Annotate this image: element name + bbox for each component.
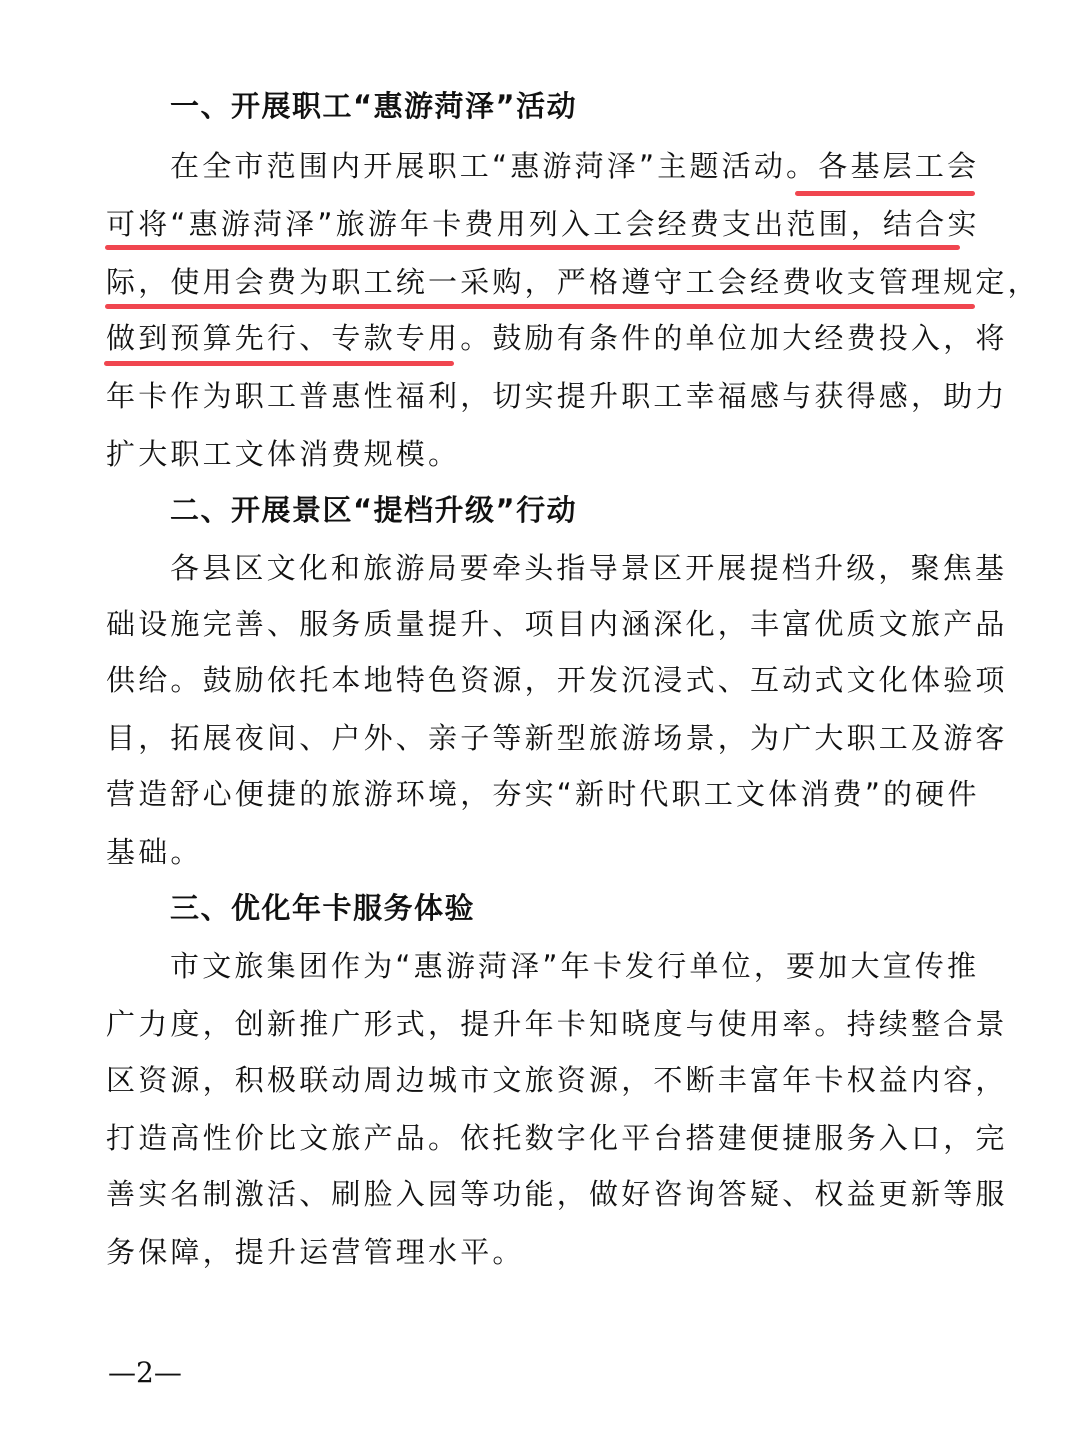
- section-heading-1: 一、开展职工“惠游菏泽”活动: [170, 89, 578, 123]
- paragraph-line: 善实名制激活、刷脸入园等功能，做好咨询答疑、权益更新等服: [106, 1177, 1008, 1211]
- paragraph-line: 础设施完善、服务质量提升、项目内涵深化，丰富优质文旅产品: [106, 607, 1008, 641]
- highlight-underline: [105, 304, 975, 309]
- paragraph-line: 可将“惠游菏泽”旅游年卡费用列入工会经费支出范围，结合实: [106, 207, 980, 241]
- paragraph-line: 际，使用会费为职工统一采购，严格遵守工会经费收支管理规定，: [106, 265, 1040, 299]
- paragraph-line: 年卡作为职工普惠性福利，切实提升职工幸福感与获得感，助力: [106, 379, 1008, 413]
- paragraph-line: 基础。: [106, 835, 203, 869]
- highlight-underline: [105, 245, 960, 250]
- section-heading-2: 二、开展景区“提档升级”行动: [170, 493, 578, 527]
- page-number: —2—: [108, 1356, 182, 1389]
- paragraph-line: 供给。鼓励依托本地特色资源，开发沉浸式、互动式文化体验项: [106, 663, 1008, 697]
- paragraph-line: 务保障，提升运营管理水平。: [106, 1235, 525, 1269]
- section-heading-3: 三、优化年卡服务体验: [170, 891, 476, 925]
- highlight-underline: [104, 361, 454, 366]
- paragraph-line: 区资源，积极联动周边城市文旅资源，不断丰富年卡权益内容，: [106, 1063, 1008, 1097]
- paragraph-line: 广力度，创新推广形式，提升年卡知晓度与使用率。持续整合景: [106, 1007, 1008, 1041]
- paragraph-line: 打造高性价比文旅产品。依托数字化平台搭建便捷服务入口，完: [106, 1121, 1008, 1155]
- paragraph-line: 营造舒心便捷的旅游环境，夯实“新时代职工文体消费”的硬件: [106, 777, 980, 811]
- paragraph-line: 各县区文化和旅游局要牵头指导景区开展提档升级，聚焦基: [170, 551, 1008, 585]
- highlight-underline: [795, 191, 975, 196]
- paragraph-line: 扩大职工文体消费规模。: [106, 437, 461, 471]
- paragraph-line: 做到预算先行、专款专用。鼓励有条件的单位加大经费投入，将: [106, 321, 1008, 355]
- paragraph-line: 市文旅集团作为“惠游菏泽”年卡发行单位，要加大宣传推: [170, 949, 980, 983]
- paragraph-line: 目，拓展夜间、户外、亲子等新型旅游场景，为广大职工及游客: [106, 721, 1008, 755]
- paragraph-line: 在全市范围内开展职工“惠游菏泽”主题活动。各基层工会: [170, 149, 980, 183]
